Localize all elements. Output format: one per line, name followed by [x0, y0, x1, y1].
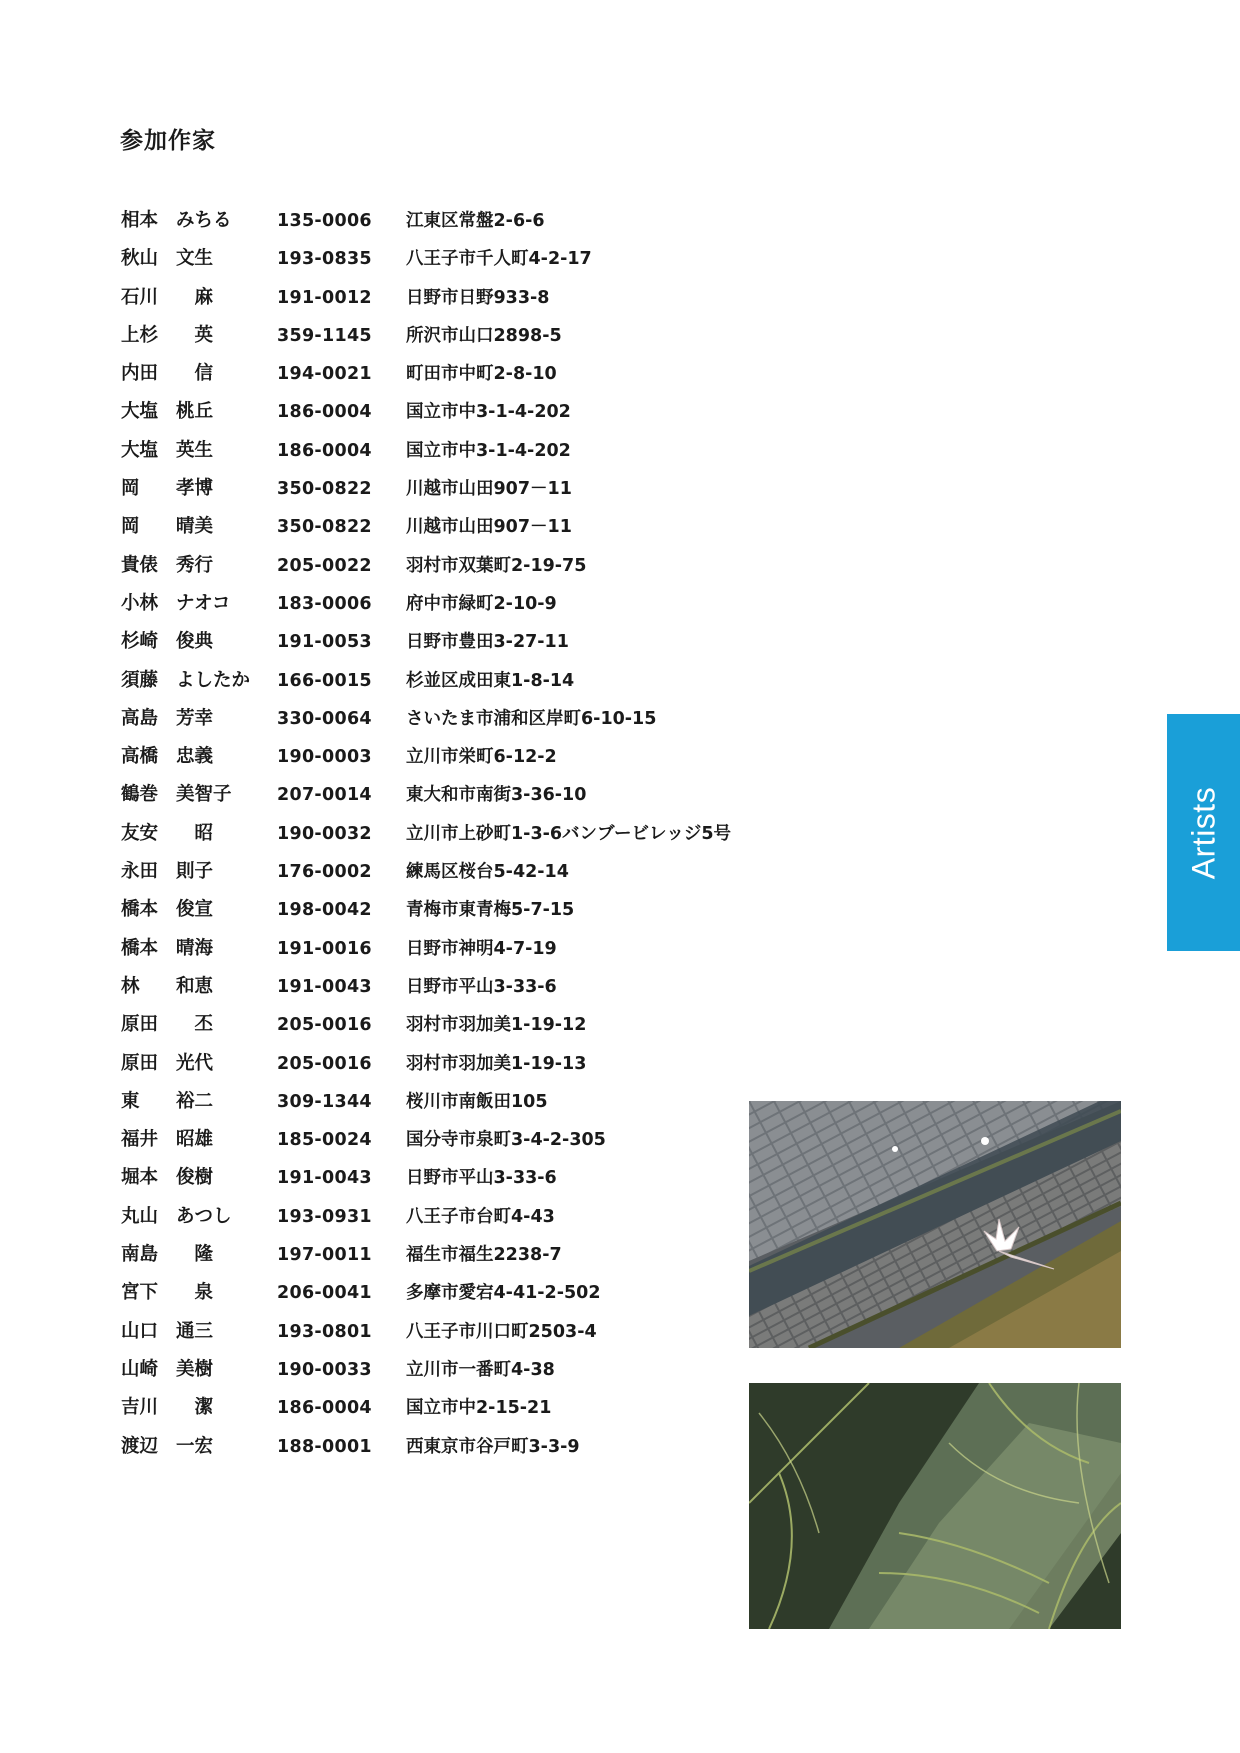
artist-postal-code: 350-0822: [277, 517, 372, 538]
artist-postal-code: 350-0822: [277, 479, 372, 500]
artist-given-name: 英生: [176, 439, 214, 461]
artist-address: 川越市山田907－11: [406, 517, 572, 538]
artist-address: 国分寺市泉町3-4-2-305: [406, 1130, 606, 1151]
artist-given-name: 秀行: [176, 554, 214, 576]
artist-address: 羽村市羽加美1-19-12: [406, 1015, 587, 1036]
artist-row: [121, 285, 821, 323]
artist-address: 立川市栄町6-12-2: [406, 747, 557, 768]
artist-row: [121, 744, 821, 782]
artist-address: 羽村市双葉町2-19-75: [406, 555, 587, 576]
artist-row: [121, 246, 821, 284]
artist-given-name: 芳幸: [176, 707, 214, 729]
artist-given-name: 通三: [176, 1320, 214, 1342]
artist-postal-code: 186-0004: [277, 402, 372, 423]
artist-given-name: 俊典: [176, 631, 214, 653]
page-title: 参加作家: [120, 128, 216, 154]
artist-family-name: 岡: [121, 478, 140, 500]
artist-row: [121, 361, 821, 399]
artist-family-name: 鶴巻: [121, 784, 159, 806]
artist-row: [121, 1127, 821, 1165]
artist-address: 川越市山田907－11: [406, 479, 572, 500]
artist-postal-code: 193-0801: [277, 1321, 372, 1342]
artist-postal-code: 205-0016: [277, 1053, 372, 1074]
artist-family-name: 宮下: [121, 1282, 159, 1304]
artist-family-name: 永田: [121, 861, 159, 883]
artist-postal-code: 190-0033: [277, 1359, 372, 1380]
artist-postal-code: 193-0835: [277, 249, 372, 270]
artist-family-name: 橋本: [121, 899, 159, 921]
artist-family-name: 橋本: [121, 937, 159, 959]
artist-row: [121, 1319, 821, 1357]
artist-given-name: 泉: [176, 1282, 214, 1304]
artist-postal-code: 185-0024: [277, 1130, 372, 1151]
artist-row: [121, 208, 821, 246]
artist-given-name: 孝博: [176, 478, 214, 500]
artist-family-name: 須藤: [121, 669, 159, 691]
artist-given-name: 光代: [176, 1052, 214, 1074]
artist-given-name: あつし: [176, 1205, 232, 1227]
artist-family-name: 堀本: [121, 1167, 159, 1189]
artist-family-name: 南島: [121, 1244, 159, 1266]
artist-postal-code: 330-0064: [277, 708, 372, 729]
artist-address: 八王子市川口町2503-4: [406, 1321, 597, 1342]
artist-family-name: 岡: [121, 516, 140, 538]
artist-address: 杉並区成田東1-8-14: [406, 670, 575, 691]
artist-given-name: よしたか: [176, 669, 251, 691]
artist-given-name: 一宏: [176, 1435, 214, 1457]
artist-given-name: 英: [176, 324, 214, 346]
artist-row: [121, 514, 821, 552]
artist-row: [121, 629, 821, 667]
artist-given-name: 裕二: [176, 1090, 214, 1112]
artist-given-name: 桃丘: [176, 401, 214, 423]
artist-row: [121, 1357, 821, 1395]
artists-side-tab-label: Artists: [1185, 786, 1221, 879]
artist-given-name: 和恵: [176, 975, 214, 997]
artist-row: [121, 1165, 821, 1203]
artist-row: [121, 1280, 821, 1318]
artist-given-name: 忠義: [176, 746, 214, 768]
artist-family-name: 上杉: [121, 324, 159, 346]
artist-family-name: 山口: [121, 1320, 159, 1342]
artist-row: [121, 1434, 821, 1472]
artist-family-name: 友安: [121, 822, 159, 844]
artist-family-name: 丸山: [121, 1205, 159, 1227]
artist-postal-code: 207-0014: [277, 785, 372, 806]
artist-family-name: 相本: [121, 210, 159, 231]
artist-family-name: 大塩: [121, 401, 159, 423]
artist-row: [121, 476, 821, 514]
photo-stream-grass: [749, 1383, 1121, 1629]
artist-row: [121, 1089, 821, 1127]
artist-list: [121, 208, 821, 1472]
artist-postal-code: 205-0016: [277, 1015, 372, 1036]
artist-postal-code: 166-0015: [277, 670, 372, 691]
artist-given-name: 潔: [176, 1397, 214, 1419]
artist-row: [121, 553, 821, 591]
artist-family-name: 原田: [121, 1014, 159, 1036]
artist-family-name: 吉川: [121, 1397, 159, 1419]
artist-family-name: 高島: [121, 707, 159, 729]
artist-given-name: 丕: [176, 1014, 214, 1036]
artist-postal-code: 186-0004: [277, 440, 372, 461]
artist-address: 江東区常盤2-6-6: [406, 211, 545, 231]
artist-address: 国立市中2-15-21: [406, 1398, 552, 1419]
artist-row: [121, 1204, 821, 1242]
artist-postal-code: 190-0003: [277, 747, 372, 768]
artist-address: 東大和市南街3-36-10: [406, 785, 587, 806]
artist-postal-code: 197-0011: [277, 1245, 372, 1266]
artist-given-name: 麻: [176, 286, 214, 308]
artist-address: 日野市平山3-33-6: [406, 976, 557, 997]
artist-row: [121, 782, 821, 820]
artist-family-name: 東: [121, 1090, 140, 1112]
artist-address: 日野市豊田3-27-11: [406, 632, 569, 653]
artist-given-name: 美樹: [176, 1358, 214, 1380]
artist-postal-code: 193-0931: [277, 1206, 372, 1227]
artist-address: 多摩市愛宕4-41-2-502: [406, 1283, 601, 1304]
artist-family-name: 石川: [121, 286, 159, 308]
artist-family-name: 高橋: [121, 746, 159, 768]
artist-row: [121, 438, 821, 476]
artist-given-name: 文生: [176, 248, 214, 270]
artist-address: 国立市中3-1-4-202: [406, 402, 571, 423]
artist-postal-code: 191-0016: [277, 938, 372, 959]
artist-address: 日野市日野933-8: [406, 287, 550, 308]
artist-postal-code: 190-0032: [277, 823, 372, 844]
photo-lily-on-pavement: [749, 1101, 1121, 1348]
artist-address: 青梅市東青梅5-7-15: [406, 900, 575, 921]
artist-postal-code: 194-0021: [277, 364, 372, 385]
artist-postal-code: 176-0002: [277, 862, 372, 883]
artist-row: [121, 1395, 821, 1433]
artist-postal-code: 191-0043: [277, 976, 372, 997]
artist-postal-code: 309-1344: [277, 1091, 372, 1112]
artist-postal-code: 135-0006: [277, 211, 372, 231]
artist-given-name: 隆: [176, 1244, 214, 1266]
artist-postal-code: 198-0042: [277, 900, 372, 921]
artist-family-name: 貴俵: [121, 554, 159, 576]
artist-row: [121, 706, 821, 744]
artist-postal-code: 191-0012: [277, 287, 372, 308]
artist-row: [121, 974, 821, 1012]
artist-address: 所沢市山口2898-5: [406, 325, 562, 346]
artist-address: 日野市神明4-7-19: [406, 938, 557, 959]
artist-given-name: 信: [176, 363, 214, 385]
artist-postal-code: 205-0022: [277, 555, 372, 576]
artist-address: 八王子市千人町4-2-17: [406, 249, 592, 270]
artist-address: 八王子市台町4-43: [406, 1206, 555, 1227]
artist-given-name: みちる: [176, 210, 232, 231]
artist-family-name: 大塩: [121, 439, 159, 461]
artist-address: 羽村市羽加美1-19-13: [406, 1053, 587, 1074]
artist-postal-code: 191-0053: [277, 632, 372, 653]
artist-row: [121, 668, 821, 706]
artist-address: さいたま市浦和区岸町6-10-15: [406, 708, 657, 729]
artist-postal-code: 188-0001: [277, 1436, 372, 1457]
artist-family-name: 福井: [121, 1129, 159, 1151]
artist-given-name: 俊宣: [176, 899, 214, 921]
artist-row: [121, 591, 821, 629]
artist-given-name: 美智子: [176, 784, 232, 806]
artist-family-name: 杉崎: [121, 631, 159, 653]
artist-given-name: 晴美: [176, 516, 214, 538]
artist-address: 国立市中3-1-4-202: [406, 440, 571, 461]
artist-family-name: 山崎: [121, 1358, 159, 1380]
artist-postal-code: 186-0004: [277, 1398, 372, 1419]
artist-family-name: 内田: [121, 363, 159, 385]
artist-family-name: 林: [121, 975, 140, 997]
artist-row: [121, 1051, 821, 1089]
artist-address: 立川市上砂町1-3-6バンブービレッジ5号: [406, 823, 732, 844]
artists-side-tab: [1167, 714, 1240, 951]
artist-family-name: 小林: [121, 592, 159, 614]
artist-row: [121, 1242, 821, 1280]
artist-postal-code: 191-0043: [277, 1168, 372, 1189]
artist-row: [121, 897, 821, 935]
artist-given-name: 昭雄: [176, 1129, 214, 1151]
artist-row: [121, 1012, 821, 1050]
artist-family-name: 原田: [121, 1052, 159, 1074]
artist-family-name: 渡辺: [121, 1435, 159, 1457]
artist-address: 府中市緑町2-10-9: [406, 593, 557, 614]
artist-given-name: 晴海: [176, 937, 214, 959]
artist-row: [121, 859, 821, 897]
artist-given-name: 昭: [176, 822, 214, 844]
artist-address: 日野市平山3-33-6: [406, 1168, 557, 1189]
artist-address: 町田市中町2-8-10: [406, 364, 557, 385]
artist-family-name: 秋山: [121, 248, 159, 270]
artist-given-name: ナオコ: [176, 592, 231, 614]
artist-row: [121, 936, 821, 974]
artist-address: 西東京市谷戸町3-3-9: [406, 1436, 580, 1457]
artist-row: [121, 399, 821, 437]
artist-row: [121, 323, 821, 361]
artist-postal-code: 183-0006: [277, 593, 372, 614]
artist-row: [121, 821, 821, 859]
artist-address: 桜川市南飯田105: [406, 1091, 548, 1112]
artist-postal-code: 206-0041: [277, 1283, 372, 1304]
artist-postal-code: 359-1145: [277, 325, 372, 346]
artist-address: 立川市一番町4-38: [406, 1359, 555, 1380]
artist-address: 練馬区桜台5-42-14: [406, 862, 569, 883]
artist-given-name: 則子: [176, 861, 214, 883]
artist-address: 福生市福生2238-7: [406, 1245, 562, 1266]
artist-given-name: 俊樹: [176, 1167, 214, 1189]
